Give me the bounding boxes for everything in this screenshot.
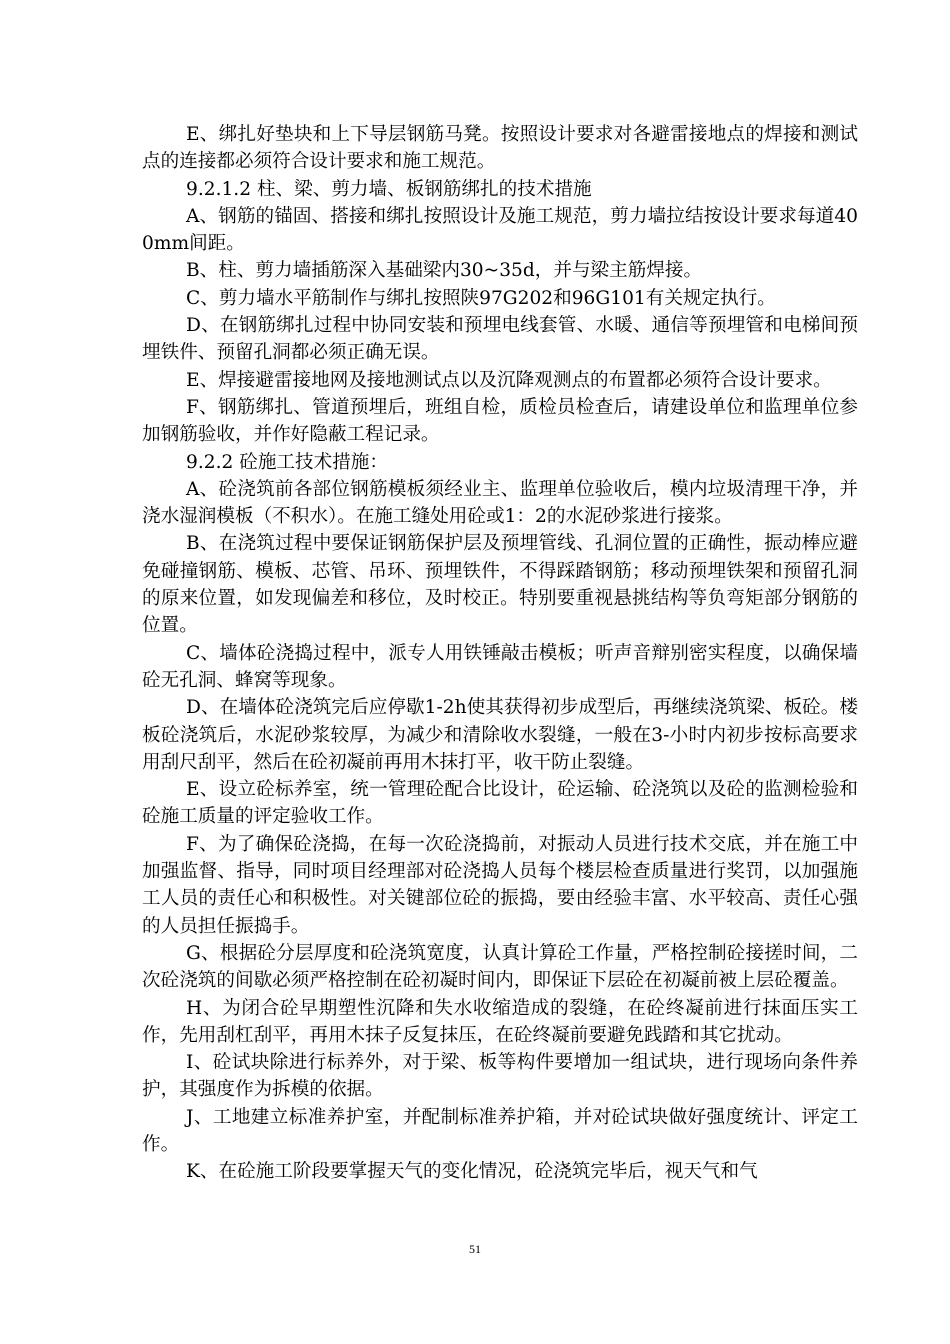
paragraph-test-blocks: I、砼试块除进行标养外，对于梁、板等构件要增加一组试块，进行现场向条件养护，其强度作为拆模的依据。	[142, 1052, 858, 1101]
paragraph-pouring-process: B、在浇筑过程中要保证钢筋保护层及预埋管线、孔洞位置的正确性，振动棒应避免碰撞钢筋、模板、芯管、吊环、预埋铁件，不得踩踏钢筋；移动预埋铁架和预留孔洞的原来位置，如发现偏差和移位，及时校正。特别要重视悬挑结构等负弯矩部分钢筋的位置。	[142, 533, 858, 637]
paragraph-curing-room: E、设立砼标养室，统一管理砼配合比设计，砼运输、砼浇筑以及砼的监测检验和砼施工质量的评定验收工作。	[142, 779, 858, 828]
page-number: 51	[469, 1242, 481, 1256]
paragraph-anchorage: A、钢筋的锚固、搭接和绑扎按照设计及施工规范，剪力墙拉结按设计要求每道400mm间距。	[142, 205, 858, 255]
paragraph-pre-pour: A、砼浇筑前各部位钢筋模板须经业主、监理单位验收后，模内垃圾清理干净，并浇水湿润模板（不积水）。在施工缝处用砼或1：2的水泥砂浆进行接浆。	[142, 478, 858, 528]
paragraph-embedded-pipes: D、在钢筋绑扎过程中协同安装和预埋电线套管、水暖、通信等预埋管和电梯间预埋铁件、预留孔洞都必须正确无误。	[142, 315, 858, 364]
paragraph-column-dowels: B、柱、剪力墙插筋深入基础梁内30~35d，并与梁主筋焊接。	[186, 260, 703, 282]
section-heading-9-2-1-2: 9.2.1.2 柱、梁、剪力墙、板钢筋绑扎的技术措施	[186, 178, 592, 200]
section-heading-9-2-2: 9.2.2 砼施工技术措施：	[186, 451, 388, 473]
paragraph-horizontal-bars: C、剪力墙水平筋制作与绑扎按照陕97G202和96G101有关规定执行。	[186, 287, 776, 309]
paragraph-vibration-briefing: F、为了确保砼浇捣，在每一次砼浇捣前，对振动人员进行技术交底，并在施工中加强监督、指导，同时项目经理部对砼浇捣人员每个楼层检查质量进行奖罚，以加强施工人员的责任心和积极性。对关键部位砼的振捣，要由经验丰富、水平较高、责任心强的人员担任振捣手。	[142, 833, 858, 937]
document-body	[142, 121, 858, 1186]
paragraph-rebar-support: E、绑扎好垫块和上下导层钢筋马凳。按照设计要求对各避雷接地点的焊接和测试点的连接都必须符合设计要求和施工规范。	[142, 124, 858, 173]
paragraph-weather: K、在砼施工阶段要掌握天气的变化情况，砼浇筑完毕后，视天气和气	[186, 1161, 758, 1183]
paragraph-standard-curing: J、工地建立标准养护室，并配制标准养护箱，并对砼试块做好强度统计、评定工作。	[142, 1106, 858, 1155]
paragraph-pause-and-float: D、在墙体砼浇筑完后应停歇1-2h使其获得初步成型后，再继续浇筑梁、板砼。楼板砼浇筑后，水泥砂浆较厚，为减少和清除收水裂缝，一般在3-小时内初步按标高要求用刮尺刮平，然后在砼初凝前再用木抹打平，收干防止裂缝。	[142, 697, 858, 773]
paragraph-grounding-grid: E、焊接避雷接地网及接地测试点以及沉降观测点的布置都必须符合设计要求。	[186, 369, 832, 391]
paragraph-layer-thickness: G、根据砼分层厚度和砼浇筑宽度，认真计算砼工作量，严格控制砼接搓时间，二次砼浇筑的间歇必须严格控制在砼初凝时间内，即保证下层砼在初凝前被上层砼覆盖。	[142, 942, 858, 992]
paragraph-crack-closing: H、为闭合砼早期塑性沉降和失水收缩造成的裂缝，在砼终凝前进行抹面压实工作，先用刮杠刮平，再用木抹子反复抹压，在砼终凝前要避免践踏和其它扰动。	[142, 997, 858, 1046]
paragraph-wall-tapping: C、墙体砼浇捣过程中，派专人用铁锤敲击模板；听声音辩别密实程度，以确保墙砼无孔洞、蜂窝等现象。	[142, 642, 858, 691]
paragraph-inspection: F、钢筋绑扎、管道预埋后，班组自检，质检员检查后，请建设单位和监理单位参加钢筋验收，并作好隐蔽工程记录。	[142, 396, 858, 446]
